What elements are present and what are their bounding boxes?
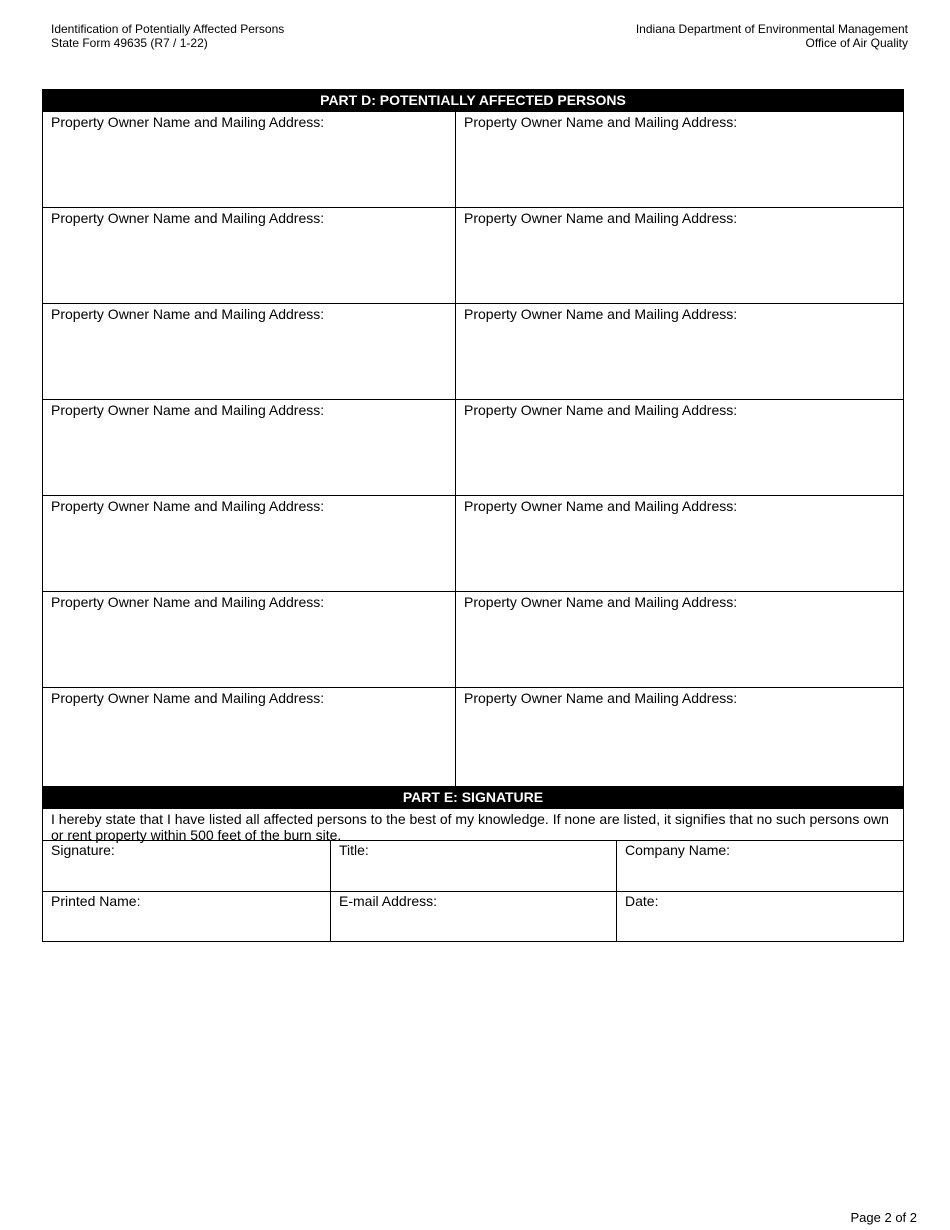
date-field[interactable]: Date: (625, 893, 659, 909)
certification-statement: I hereby state that I have listed all affected persons to the best of my knowledge. If none are listed, it signifies that no such persons own or rent property within 500 feet of the burn site. (42, 809, 904, 841)
form-number: State Form 49635 (R7 / 1-22) (51, 36, 208, 50)
property-owner-field[interactable]: Property Owner Name and Mailing Address: (464, 210, 738, 226)
property-owner-field[interactable]: Property Owner Name and Mailing Address: (464, 594, 738, 610)
email-field[interactable]: E-mail Address: (331, 892, 617, 941)
affected-persons-row (43, 592, 903, 688)
company-name-field[interactable]: Company Name: (625, 842, 731, 858)
property-owner-field[interactable]: Property Owner Name and Mailing Address: (43, 592, 456, 687)
office-name: Office of Air Quality (805, 36, 908, 50)
affected-persons-row (43, 304, 903, 400)
page-number: Page 2 of 2 (850, 1210, 917, 1225)
signature-row (43, 841, 903, 891)
property-owner-field[interactable]: Property Owner Name and Mailing Address: (464, 690, 738, 706)
agency-block (636, 22, 908, 50)
property-owner-field[interactable]: Property Owner Name and Mailing Address: (464, 114, 738, 130)
property-owner-field[interactable]: Property Owner Name and Mailing Address: (43, 112, 456, 207)
property-owner-field[interactable]: Property Owner Name and Mailing Address: (464, 402, 738, 418)
part-d-title: PART D: POTENTIALLY AFFECTED PERSONS (42, 89, 904, 112)
affected-persons-row (43, 496, 903, 592)
property-owner-field[interactable]: Property Owner Name and Mailing Address: (464, 498, 738, 514)
printed-name-field[interactable]: Printed Name: (43, 892, 331, 941)
property-owner-field[interactable]: Property Owner Name and Mailing Address: (43, 208, 456, 303)
affected-persons-row (43, 688, 903, 786)
affected-persons-row (43, 112, 903, 208)
signature-grid (42, 841, 904, 942)
affected-persons-row (43, 400, 903, 496)
property-owner-field[interactable]: Property Owner Name and Mailing Address: (43, 400, 456, 495)
agency-name: Indiana Department of Environmental Management (635, 22, 908, 36)
part-e-title: PART E: SIGNATURE (42, 786, 904, 809)
property-owner-field[interactable]: Property Owner Name and Mailing Address: (464, 306, 738, 322)
title-field[interactable]: Title: (331, 841, 617, 891)
form-identification (51, 22, 284, 50)
signature-field[interactable]: Signature: (43, 841, 331, 891)
property-owner-field[interactable]: Property Owner Name and Mailing Address: (43, 496, 456, 591)
property-owner-field[interactable]: Property Owner Name and Mailing Address: (43, 304, 456, 399)
form-body (42, 89, 904, 942)
property-owner-field[interactable]: Property Owner Name and Mailing Address: (43, 688, 456, 786)
signature-row (43, 891, 903, 941)
form-title: Identification of Potentially Affected Persons (51, 22, 285, 36)
affected-persons-grid (42, 112, 904, 786)
affected-persons-row (43, 208, 903, 304)
